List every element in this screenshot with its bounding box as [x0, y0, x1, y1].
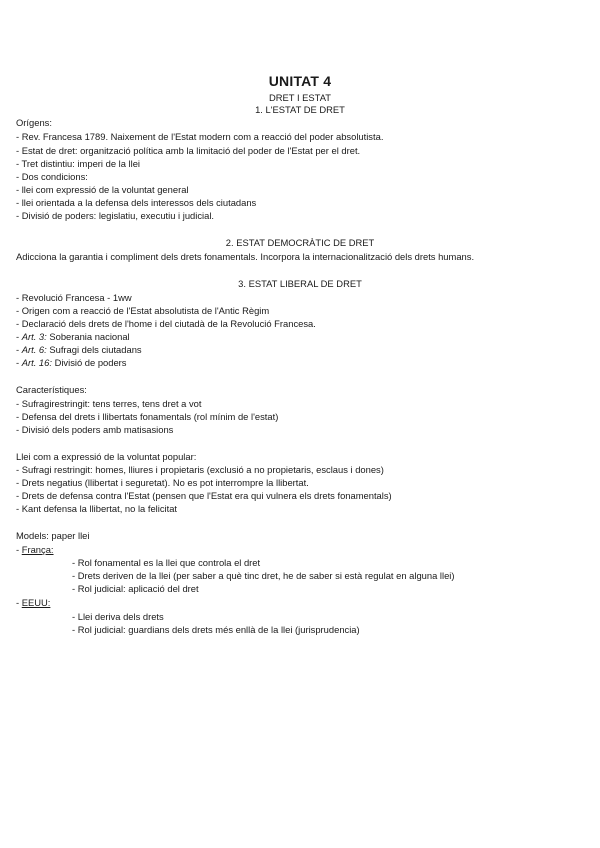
section-3-heading: 3. ESTAT LIBERAL DE DRET	[238, 278, 362, 289]
list-item: - Tret distintiu: imperi de la llei	[16, 158, 141, 169]
section-2-text: Adicciona la garantia i compliment dels drets fonamentals. Incorpora la internacionalització dels drets humans.	[16, 251, 475, 262]
list-item: - Divisió dels poders amb matisasions	[16, 424, 174, 435]
article-text: Sufragi dels ciutadans	[46, 344, 142, 355]
list-item: - Declaració dels drets de l'home i del ciutadà de la Revolució Francesa.	[16, 318, 316, 329]
bullet: -	[16, 597, 22, 608]
list-item: - llei orientada a la defensa dels interessos dels ciutadans	[16, 197, 257, 208]
francia-heading	[16, 544, 54, 556]
models-label: Models: paper llei	[16, 530, 90, 541]
article-item	[16, 331, 130, 343]
francia-label: França:	[21, 544, 54, 555]
list-item: - llei com expressió de la voluntat general	[16, 184, 189, 195]
list-item: - Drets de defensa contra l'Estat (pensen que l'Estat era qui vulnera els drets fonamentals)	[16, 490, 392, 501]
list-item: - Origen com a reacció de l'Estat absolutista de l'Antic Règim	[16, 305, 270, 316]
list-item: - Rol judicial: guardians dels drets més enllà de la llei (jurisprudencia)	[72, 624, 360, 635]
list-item: - Dos condicions:	[16, 171, 88, 182]
list-item: - Sufragirestringit: tens terres, tens dret a vot	[16, 398, 202, 409]
bullet: -	[16, 344, 22, 355]
list-item: - Sufragi restringit: homes, lliures i propietaris (exclusió a no propietaris, esclaus i dones)	[16, 464, 384, 475]
article-text: Divisió de poders	[51, 357, 127, 368]
eeuu-label: EEUU:	[21, 597, 51, 608]
article-ref: Art. 3:	[21, 331, 47, 342]
article-ref: Art. 6:	[21, 344, 47, 355]
list-item: - Revolució Francesa - 1ww	[16, 292, 132, 303]
list-item: - Drets negatius (llibertat i seguretat). No es pot interrompre la llibertat.	[16, 477, 309, 488]
list-item: - Divisió de poders: legislatiu, executiu i judicial.	[16, 210, 215, 221]
characteristics-label: Característiques:	[16, 384, 87, 395]
list-item: - Estat de dret: organització política amb la limitació del poder de l'Estat per el dret.	[16, 145, 361, 156]
list-item: - Defensa del drets i llibertats fonamentals (rol mínim de l'estat)	[16, 411, 279, 422]
list-item: - Rev. Francesa 1789. Naixement de l'Estat modern com a reacció del poder absolutista.	[16, 131, 384, 142]
origins-label: Orígens:	[16, 117, 52, 128]
bullet: -	[16, 357, 22, 368]
unit-title: UNITAT 4	[268, 73, 332, 89]
article-ref: Art. 16:	[21, 357, 52, 368]
unit-subtitle: DRET I ESTAT	[269, 92, 331, 103]
list-item: - Kant defensa la llibertat, no la felicitat	[16, 503, 178, 514]
list-item: - Rol judicial: aplicació del dret	[72, 583, 199, 594]
article-item	[16, 344, 142, 356]
bullet: -	[16, 331, 22, 342]
section-2-heading: 2. ESTAT DEMOCRÀTIC DE DRET	[225, 237, 375, 248]
list-item: - Rol fonamental es la llei que controla el dret	[72, 557, 261, 568]
bullet: -	[16, 544, 22, 555]
section-1-heading: 1. L'ESTAT DE DRET	[255, 104, 345, 115]
list-item: - Drets deriven de la llei (per saber a què tinc dret, he de saber si està regulat en alguna llei)	[72, 570, 455, 581]
llei-label: Llei com a expressió de la voluntat popular:	[16, 451, 197, 462]
article-item	[16, 357, 126, 369]
article-text: Soberania nacional	[46, 331, 130, 342]
eeuu-heading	[16, 597, 50, 609]
list-item: - Llei deriva dels drets	[72, 611, 164, 622]
